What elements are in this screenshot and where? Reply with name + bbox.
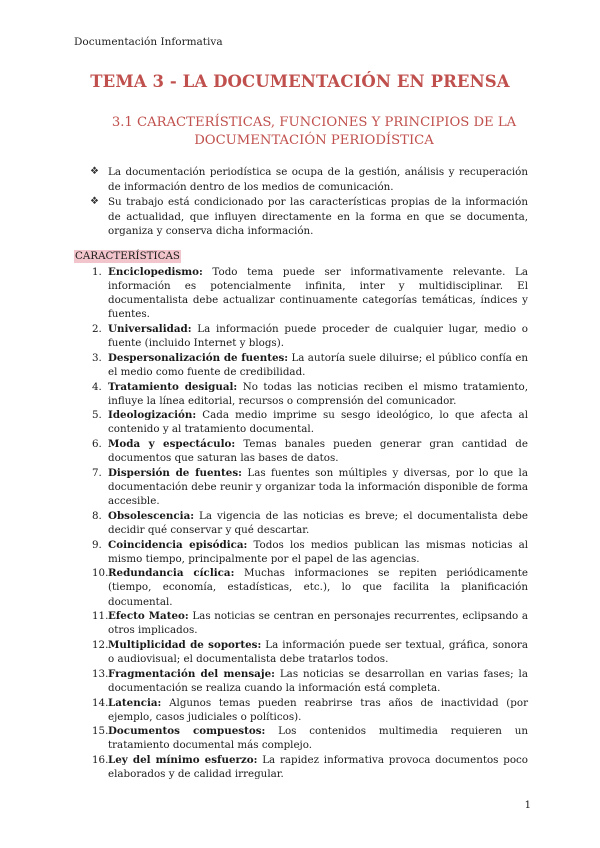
list-item [74,753,528,781]
item-term: Latencia: [108,696,162,709]
item-text: La vigencia de las noticias es breve; el documentalista debe decidir qué conservar y qué descartar. [108,509,528,536]
item-text: Las noticias se desarrollan en varias fases; la documentación se realiza cuando la información está completa. [108,667,528,694]
item-number: 13. [92,667,109,680]
list-item [74,609,528,637]
item-number: 3. [92,351,102,364]
item-text: Las noticias se centran en personajes recurrentes, eclipsando a otros implicados. [108,610,528,637]
page-number: 1 [524,800,531,811]
list-item [74,566,528,608]
item-text: Algunos temas pueden reabrirse tras años de inactividad (por ejemplo, casos judiciales o políticos). [108,696,528,723]
item-text: Temas banales pueden generar gran cantidad de documentos que saturan las bases de datos. [108,438,528,465]
item-number: 15. [92,725,109,738]
item-term: Enciclopedismo: [108,266,203,278]
item-number: 6. [92,438,102,451]
item-term: Fragmentación del mensaje: [108,667,275,680]
item-number: 5. [92,409,102,422]
intro-text: Su trabajo está condicionado por las características propias de la información de actualidad, que influyen directamente en la forma en que se documenta, organiza y conserva dicha información. [108,196,528,238]
item-number: 1. [92,266,102,278]
item-number: 4. [92,380,102,393]
diamond-bullet-icon: ❖ [90,166,99,177]
list-item [74,466,528,508]
list-item [74,538,528,566]
list-item [74,351,528,379]
item-term: Obsolescencia: [108,509,195,522]
page-title: TEMA 3 - LA DOCUMENTACIÓN EN PRENSA [90,72,510,91]
list-item [74,696,528,724]
intro-item [90,165,528,194]
item-number: 9. [92,538,102,551]
diamond-bullet-icon: ❖ [90,196,99,208]
list-item [74,380,528,408]
item-number: 8. [92,509,102,522]
item-term: Redundancia cíclica: [108,567,235,580]
list-item [74,322,528,350]
item-text: Todo tema puede ser informativamente relevante. La información es potencialmente infinita, inter y multidisciplinar. El documentalista debe actualizar continuamente categorías temáticas, índices y fuentes. [108,266,528,321]
item-term: Efecto Mateo: [108,610,189,623]
list-item [74,408,528,436]
list-item [74,724,528,752]
item-term: Tratamiento desigual: [108,380,238,393]
intro-item [90,195,528,239]
item-text: Cada medio imprime su sesgo ideológico, lo que afecta al contenido y al tratamiento documental. [108,409,528,436]
intro-list [90,165,528,240]
item-term: Moda y espectáculo: [108,438,236,451]
list-item [74,638,528,666]
item-number: 11. [92,610,109,623]
item-term: Ley del mínimo esfuerzo: [108,754,258,767]
item-text: Todos los medios publican las mismas noticias al mismo tiempo, principalmente por el papel de las agencias. [108,538,529,565]
characteristics-heading: CARACTERÍSTICAS [75,250,180,262]
item-term: Coincidencia episódica: [108,538,248,551]
item-text: La información puede ser textual, gráfica, sonora o audiovisual; el documentalista debe tratarlos todos. [108,638,528,666]
item-term: Universalidad: [108,322,192,335]
item-term: Ideologización: [108,409,197,422]
item-text: La rapidez informativa provoca documentos poco elaborados y de calidad irregular. [108,754,528,781]
characteristics-list [74,265,528,782]
item-term: Dispersión de fuentes: [108,466,242,479]
item-number: 7. [92,466,102,479]
item-term: Documentos compuestos: [108,725,266,738]
item-text: No todas las noticias reciben el mismo tratamiento, influye la línea editorial, recursos o comprensión del comunicador. [108,380,528,407]
section-subtitle: 3.1 CARACTERÍSTICAS, FUNCIONES Y PRINCIPIOS DE LA DOCUMENTACIÓN PERIODÍSTICA [111,115,517,148]
item-term: Multiplicidad de soportes: [108,638,262,651]
item-number: 2. [92,322,102,335]
item-text: La información puede proceder de cualquier lugar, medio o fuente (incluido Internet y blogs). [108,322,528,350]
item-term: Despersonalización de fuentes: [108,351,289,364]
item-number: 16. [92,754,109,767]
item-text: Muchas informaciones se repiten periódicamente (tiempo, economía, estadísticas, etc.), lo que facilita la planificación documental. [108,567,528,608]
list-item [74,265,528,321]
item-text: Las fuentes son múltiples y diversas, por lo que la documentación debe reunir y organizar toda la información disponible de forma accesible. [108,466,528,508]
item-number: 12. [92,638,109,651]
running-header: Documentación Informativa [74,36,223,48]
list-item [74,509,528,537]
list-item [74,667,528,695]
item-text: Los contenidos multimedia requieren un tratamiento documental más complejo. [108,725,528,752]
intro-text: La documentación periodística se ocupa de la gestión, análisis y recuperación de información dentro de los medios de comunicación. [108,166,528,193]
list-item [74,437,528,465]
item-text: La autoría suele diluirse; el público confía en el medio como fuente de credibilidad. [108,351,528,378]
item-number: 10. [92,567,109,580]
item-number: 14. [92,696,109,709]
